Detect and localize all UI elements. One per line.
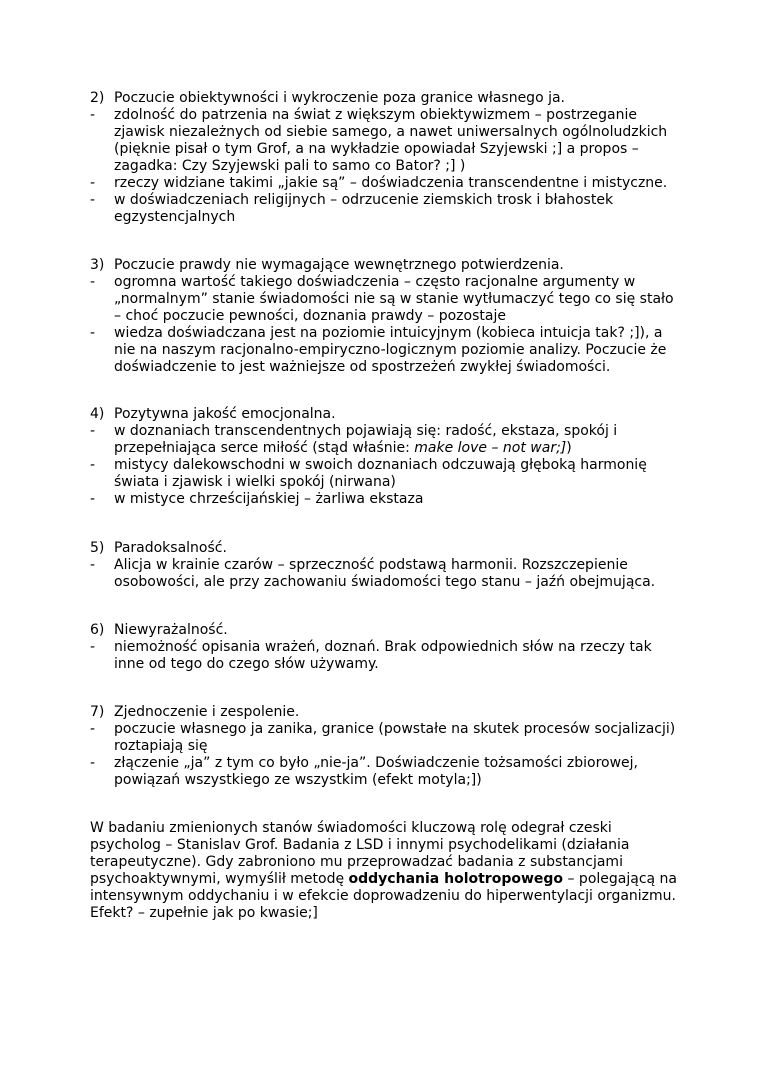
bullet-marker: - xyxy=(90,192,96,208)
bullet-marker: - xyxy=(90,491,96,507)
list-item-text: niemożność opisania wrażeń, doznań. Brak odpowiednich słów na rzeczy tak inne od tego do czego słów używamy. xyxy=(114,639,652,672)
list-item xyxy=(90,192,680,226)
section-3 xyxy=(90,257,680,376)
section-7 xyxy=(90,704,680,789)
section-4 xyxy=(90,406,680,508)
section-heading xyxy=(90,704,680,721)
bullet-marker: - xyxy=(90,274,96,290)
list-item xyxy=(90,457,680,491)
section-number: 3) xyxy=(90,257,105,273)
bold-term: oddychania holotropowego xyxy=(348,871,564,887)
section-title: Niewyrażalność. xyxy=(114,622,228,638)
list-item-text: w mistyce chrześcijańskiej – żarliwa ekstaza xyxy=(114,491,424,507)
bullet-marker: - xyxy=(90,457,96,473)
section-number: 6) xyxy=(90,622,105,638)
list-item-text: ogromna wartość takiego doświadczenia – często racjonalne argumenty w „normalnym” stanie świadomości nie są w stanie wytłumaczyć tego co się stało – choć poczucie pewności, doznania prawdy – pozostaje xyxy=(114,274,674,324)
list-item-text: rzeczy widziane takimi „jakie są” – doświadczenia transcendentne i mistyczne. xyxy=(114,175,668,191)
section-heading xyxy=(90,90,680,107)
list-item xyxy=(90,107,680,175)
list-item-text: zdolność do patrzenia na świat z większym obiektywizmem – postrzeganie zjawisk niezależnych od siebie samego, a nawet uniwersalnych ogólnoludzkich (pięknie pisał o tym Grof, a na wykładzie opowiadał Szyjewski ;] a propos – zagadka: Czy Szyjewski pali to samo co Bator? ;] ) xyxy=(114,107,668,174)
section-title: Pozytywna jakość emocjonalna. xyxy=(114,406,336,422)
list-item xyxy=(90,325,680,376)
list-item-text: poczucie własnego ja zanika, granice (powstałe na skutek procesów socjalizacji) roztapiają się xyxy=(114,721,676,754)
list-item xyxy=(90,175,680,192)
section-heading xyxy=(90,406,680,423)
bullet-marker: - xyxy=(90,175,96,191)
list-item xyxy=(90,274,680,325)
list-item xyxy=(90,557,680,591)
list-item xyxy=(90,491,680,508)
list-item xyxy=(90,639,680,673)
bullet-marker: - xyxy=(90,755,96,771)
section-title: Paradoksalność. xyxy=(114,540,227,556)
section-number: 2) xyxy=(90,90,105,106)
bullet-marker: - xyxy=(90,721,96,737)
list-item-text xyxy=(114,423,680,457)
list-item xyxy=(90,423,680,457)
list-item-text: złączenie „ja” z tym co było „nie-ja”. Doświadczenie tożsamości zbiorowej, powiązań wszystkiego ze wszystkim (efekt motyla;]) xyxy=(114,755,639,788)
section-6 xyxy=(90,622,680,673)
list-item xyxy=(90,721,680,755)
section-number: 7) xyxy=(90,704,105,720)
section-2 xyxy=(90,90,680,226)
italic-phrase: make love – not war;] xyxy=(414,440,567,456)
list-item-text: w doświadczeniach religijnych – odrzucenie ziemskich trosk i błahostek egzystencjalnych xyxy=(114,192,614,225)
closing-paragraph xyxy=(90,820,680,922)
section-title: Poczucie obiektywności i wykroczenie poza granice własnego ja. xyxy=(114,90,566,106)
bullet-marker: - xyxy=(90,423,96,439)
section-number: 4) xyxy=(90,406,105,422)
paragraph-text-part: – polegającą na intensywnym oddychaniu i w efekcie doprowadzeniu do hiperwentylacji organizmu. Efekt? – zupełnie jak po kwasie;] xyxy=(90,871,677,921)
bullet-marker: - xyxy=(90,639,96,655)
section-number: 5) xyxy=(90,540,105,556)
paragraph-text-part: W badaniu zmienionych stanów świadomości kluczową rolę odegrał czeski psycholog – Stanislav Grof. Badania z LSD i innymi psychodelikami (działania terapeutyczne). Gdy zabroniono mu przeprowadzać badania z substancjami psychoaktywnymi, wymyślił metodę xyxy=(90,820,630,887)
list-item xyxy=(90,755,680,789)
section-title: Poczucie prawdy nie wymagające wewnętrznego potwierdzenia. xyxy=(114,257,564,273)
section-heading xyxy=(90,622,680,639)
section-heading xyxy=(90,257,680,274)
bullet-marker: - xyxy=(90,107,96,123)
section-5 xyxy=(90,540,680,591)
list-item-text: Alicja w krainie czarów – sprzeczność podstawą harmonii. Rozszczepienie osobowości, ale przy zachowaniu świadomości tego stanu – jaźń obejmująca. xyxy=(114,557,656,590)
list-item-text-part: ) xyxy=(566,440,572,456)
section-heading xyxy=(90,540,680,557)
bullet-marker: - xyxy=(90,557,96,573)
section-title: Zjednoczenie i zespolenie. xyxy=(114,704,300,720)
list-item-text: wiedza doświadczana jest na poziomie intuicyjnym (kobieca intuicja tak? ;]), a nie na naszym racjonalno-empiryczno-logicznym poziomie analizy. Poczucie że doświadczenie to jest ważniejsze od spostrzeżeń zwykłej świadomości. xyxy=(114,325,667,375)
list-item-text: mistycy dalekowschodni w swoich doznaniach odczuwają głęboką harmonię świata i zjawisk i wielki spokój (nirwana) xyxy=(114,457,647,490)
list-item-text-part: w doznaniach transcendentnych pojawiają się: radość, ekstaza, spokój i przepełniająca serce miłość (stąd właśnie: xyxy=(114,423,618,456)
bullet-marker: - xyxy=(90,325,96,341)
